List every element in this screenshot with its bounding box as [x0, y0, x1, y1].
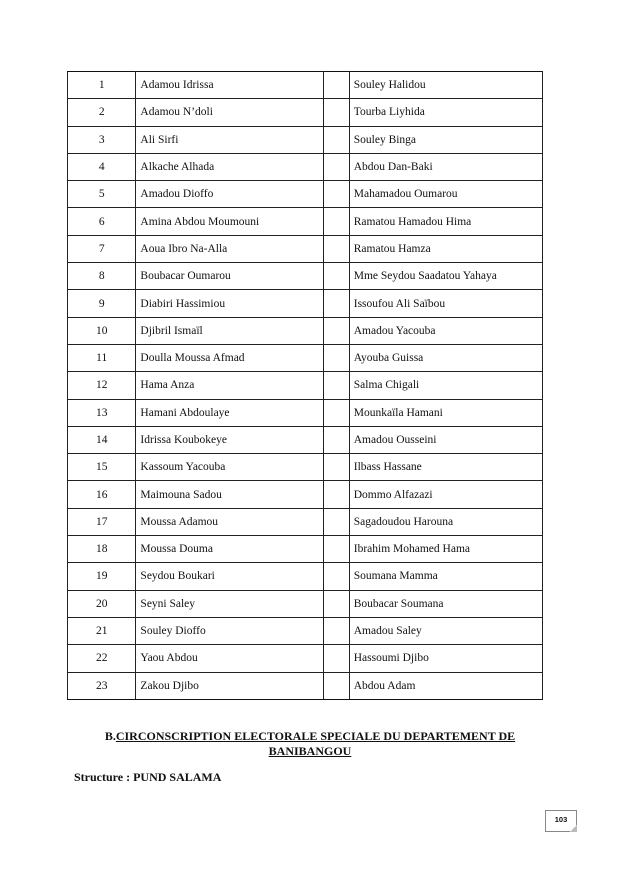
row-number: 20	[68, 590, 136, 617]
alternate-name: Amadou Yacouba	[349, 317, 542, 344]
member-name: Ali Sirfi	[136, 126, 323, 153]
member-name: Hamani Abdoulaye	[136, 399, 323, 426]
alternate-name: Issoufou Ali Saïbou	[349, 290, 542, 317]
table-row	[68, 590, 543, 617]
alternate-name: Amadou Ousseini	[349, 426, 542, 453]
empty-cell	[323, 126, 349, 153]
empty-cell	[323, 208, 349, 235]
alternate-name: Sagadoudou Harouna	[349, 508, 542, 535]
row-number: 18	[68, 536, 136, 563]
empty-cell	[323, 645, 349, 672]
alternate-name: Dommo Alfazazi	[349, 481, 542, 508]
member-name: Alkache Alhada	[136, 153, 323, 180]
empty-cell	[323, 590, 349, 617]
empty-cell	[323, 481, 349, 508]
member-name: Souley Dioffo	[136, 617, 323, 644]
member-name: Diabiri Hassimiou	[136, 290, 323, 317]
member-name: Seyni Saley	[136, 590, 323, 617]
row-number: 8	[68, 263, 136, 290]
table-row	[68, 672, 543, 699]
row-number: 22	[68, 645, 136, 672]
empty-cell	[323, 399, 349, 426]
table-row	[68, 617, 543, 644]
member-name: Seydou Boukari	[136, 563, 323, 590]
alternate-name: Ilbass Hassane	[349, 454, 542, 481]
alternate-name: Mounkaïla Hamani	[349, 399, 542, 426]
empty-cell	[323, 508, 349, 535]
table-row	[68, 399, 543, 426]
alternate-name: Tourba Liyhida	[349, 99, 542, 126]
empty-cell	[323, 263, 349, 290]
empty-cell	[323, 672, 349, 699]
table-row	[68, 263, 543, 290]
alternate-name: Mme Seydou Saadatou Yahaya	[349, 263, 542, 290]
table-row	[68, 181, 543, 208]
empty-cell	[323, 317, 349, 344]
row-number: 7	[68, 235, 136, 262]
alternate-name: Abdou Adam	[349, 672, 542, 699]
empty-cell	[323, 99, 349, 126]
empty-cell	[323, 290, 349, 317]
member-name: Amina Abdou Moumouni	[136, 208, 323, 235]
member-name: Maimouna Sadou	[136, 481, 323, 508]
row-number: 17	[68, 508, 136, 535]
alternate-name: Boubacar Soumana	[349, 590, 542, 617]
section-title: CIRCONSCRIPTION ELECTORALE SPECIALE DU DEPARTEMENT DE BANIBANGOU	[115, 729, 516, 758]
empty-cell	[323, 372, 349, 399]
empty-cell	[323, 563, 349, 590]
row-number: 19	[68, 563, 136, 590]
row-number: 21	[68, 617, 136, 644]
empty-cell	[323, 181, 349, 208]
row-number: 3	[68, 126, 136, 153]
row-number: 12	[68, 372, 136, 399]
alternate-name: Ibrahim Mohamed Hama	[349, 536, 542, 563]
table-row	[68, 290, 543, 317]
alternate-name: Ramatou Hamadou Hima	[349, 208, 542, 235]
table-row	[68, 208, 543, 235]
alternate-name: Soumana Mamma	[349, 563, 542, 590]
row-number: 15	[68, 454, 136, 481]
row-number: 13	[68, 399, 136, 426]
alternate-name: Mahamadou Oumarou	[349, 181, 542, 208]
row-number: 2	[68, 99, 136, 126]
row-number: 10	[68, 317, 136, 344]
row-number: 14	[68, 426, 136, 453]
member-name: Aoua Ibro Na-Alla	[136, 235, 323, 262]
table-row	[68, 454, 543, 481]
member-name: Adamou N’doli	[136, 99, 323, 126]
table-row	[68, 372, 543, 399]
table-row	[68, 426, 543, 453]
empty-cell	[323, 72, 349, 99]
table-row	[68, 72, 543, 99]
table-row	[68, 126, 543, 153]
table-row	[68, 508, 543, 535]
table-row	[68, 235, 543, 262]
member-name: Hama Anza	[136, 372, 323, 399]
member-name: Adamou Idrissa	[136, 72, 323, 99]
alternate-name: Salma Chigali	[349, 372, 542, 399]
empty-cell	[323, 153, 349, 180]
member-name: Kassoum Yacouba	[136, 454, 323, 481]
member-name: Moussa Adamou	[136, 508, 323, 535]
member-name: Yaou Abdou	[136, 645, 323, 672]
member-name: Doulla Moussa Afmad	[136, 344, 323, 371]
table-row	[68, 481, 543, 508]
table-row	[68, 99, 543, 126]
page-number: 103	[545, 810, 577, 832]
empty-cell	[323, 536, 349, 563]
row-number: 16	[68, 481, 136, 508]
empty-cell	[323, 617, 349, 644]
row-number: 9	[68, 290, 136, 317]
member-name: Djibril Ismaïl	[136, 317, 323, 344]
row-number: 4	[68, 153, 136, 180]
structure-line: Structure : PUND SALAMA	[74, 770, 222, 784]
table-row	[68, 536, 543, 563]
alternate-name: Ayouba Guissa	[349, 344, 542, 371]
table-row	[68, 344, 543, 371]
empty-cell	[323, 344, 349, 371]
alternate-name: Abdou Dan-Baki	[349, 153, 542, 180]
section-heading	[80, 729, 540, 759]
alternate-name: Souley Binga	[349, 126, 542, 153]
table-row	[68, 563, 543, 590]
member-name: Boubacar Oumarou	[136, 263, 323, 290]
empty-cell	[323, 454, 349, 481]
row-number: 5	[68, 181, 136, 208]
empty-cell	[323, 235, 349, 262]
empty-cell	[323, 426, 349, 453]
alternate-name: Hassoumi Djibo	[349, 645, 542, 672]
table-row	[68, 317, 543, 344]
table-row	[68, 153, 543, 180]
member-name: Amadou Dioffo	[136, 181, 323, 208]
alternate-name: Souley Halidou	[349, 72, 542, 99]
row-number: 11	[68, 344, 136, 371]
member-name: Moussa Douma	[136, 536, 323, 563]
row-number: 23	[68, 672, 136, 699]
alternate-name: Ramatou Hamza	[349, 235, 542, 262]
alternate-name: Amadou Saley	[349, 617, 542, 644]
member-name: Idrissa Koubokeye	[136, 426, 323, 453]
row-number: 6	[68, 208, 136, 235]
member-name: Zakou Djibo	[136, 672, 323, 699]
row-number: 1	[68, 72, 136, 99]
section-prefix: B.	[104, 729, 116, 743]
members-table	[67, 71, 543, 700]
table-row	[68, 645, 543, 672]
